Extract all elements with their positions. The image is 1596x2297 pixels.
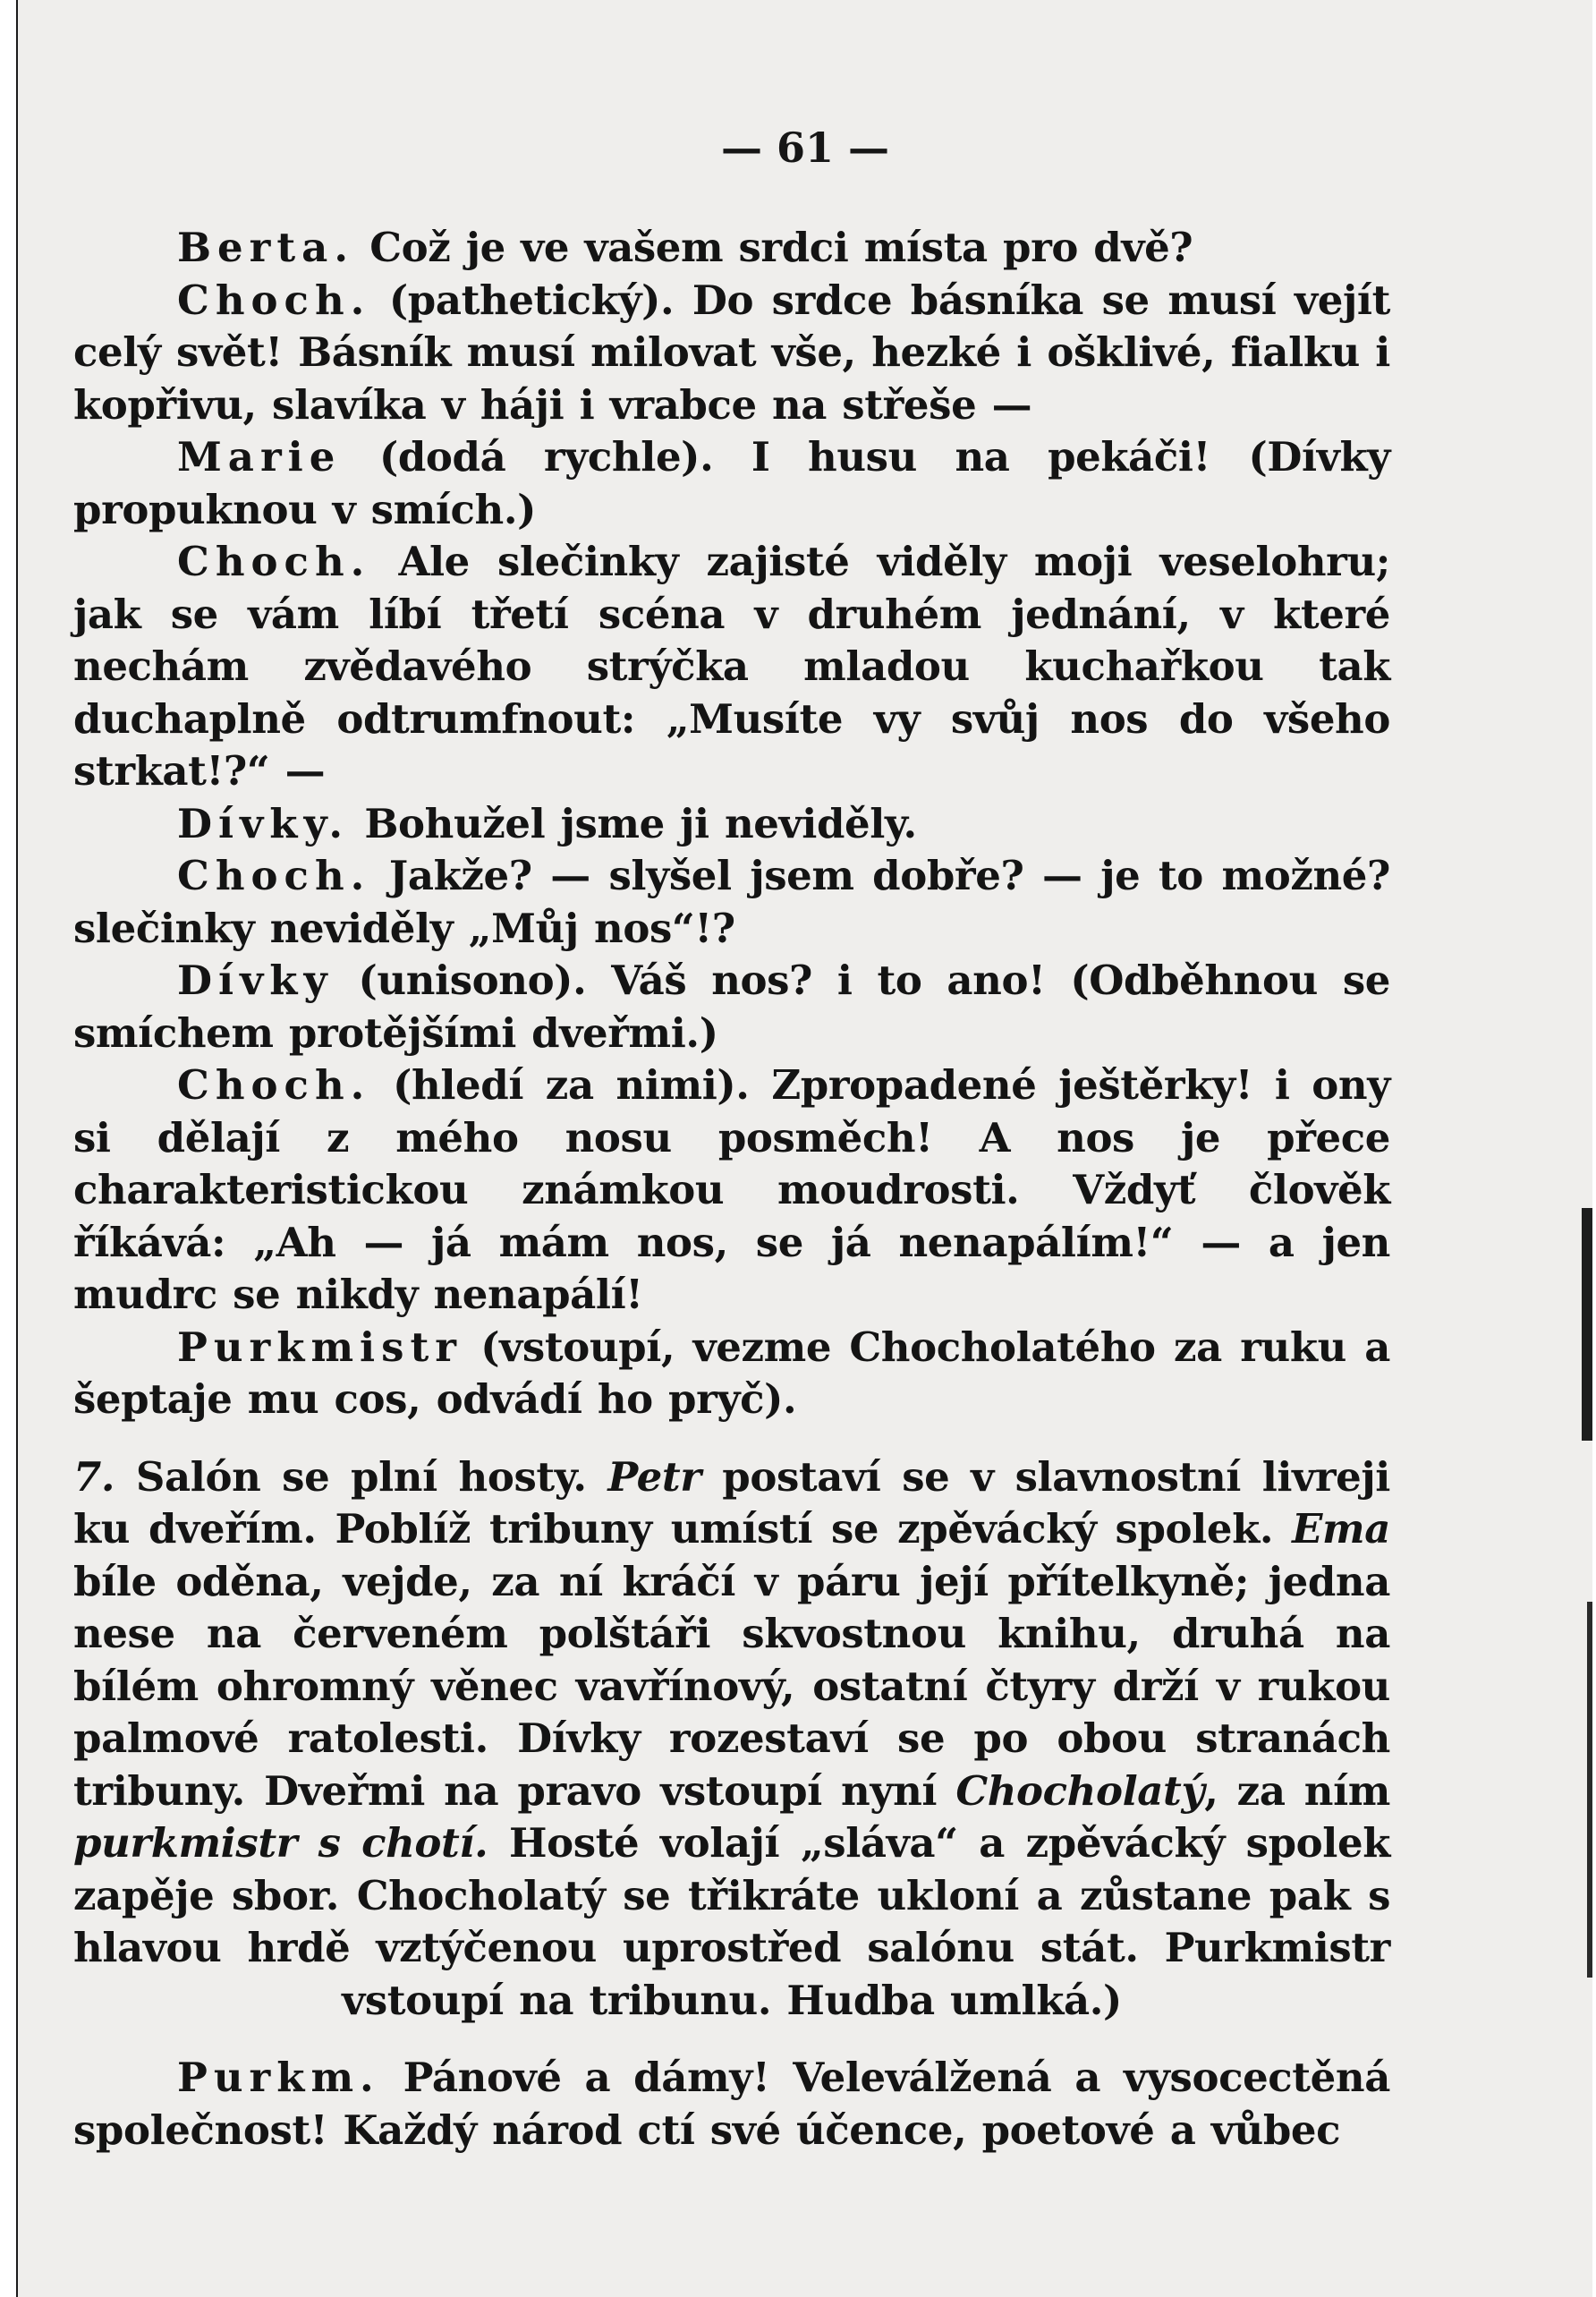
speaker-name: Choch. <box>177 1061 371 1109</box>
stage-direction-number: 7. <box>73 1452 115 1501</box>
speaker-name: Marie <box>177 433 342 481</box>
dialogue-text: (hledí za nimi). Zpropadené ještěrky! i ony si dělají z mého nosu posměch! A nos je přece charakteristickou známkou moudrosti. Vždyť člověk říkává: „Ah — já mám nos, se já nenapálím!“ — a jen mudrc se nikdy nenapálí! <box>73 1061 1390 1318</box>
stage-direction-text: bíle oděna, vejde, za ní kráčí v páru její přítelkyně; jedna nese na červeném polštáři skvostnou knihu, druhá na bílém ohromný věnec vavřínový, ostatní čtyry drží v rukou palmové ratolesti. Dívky rozestaví se po obou stranách tribuny. Dveřmi na pravo vstoupí nyní <box>73 1557 1390 1815</box>
speaker-name: Dívky. <box>177 799 350 847</box>
dialogue-paragraph-3 <box>73 431 1390 536</box>
page-number: — 61 — <box>720 123 890 172</box>
dialogue-text: Pánové a dámy! Veleválžená a vysocectěná společnost! Každý národ ctí své účence, poetové a vůbec <box>73 2054 1390 2154</box>
dialogue-paragraph-9 <box>73 1322 1390 1426</box>
dialogue-paragraph-6 <box>73 850 1390 955</box>
dialogue-text: Ale slečinky zajisté viděly moji veselohru; jak se vám líbí třetí scéna v druhém jednání, v které nechám zvědavého strýčka mladou kuchařkou tak duchaplně odtrumfnout: „Musíte vy svůj nos do všeho strkat!?“ — <box>73 538 1390 795</box>
dialogue-paragraph-final <box>73 2052 1390 2157</box>
dialogue-text: (unisono). Váš nos? i to ano! (Odběhnou se smíchem protějšími dveřmi.) <box>73 957 1390 1057</box>
stage-direction <box>73 1451 1390 2028</box>
dialogue-text: (pathetický). Do srdce básníka se musí vejít celý svět! Básník musí milovat vše, hezké i ošklivé, fialku i kopřivu, slavíka v háji i vrabce na střeše — <box>73 276 1390 429</box>
speaker-name: Choch. <box>177 538 371 585</box>
stage-direction-name: Chocholatý <box>955 1766 1205 1815</box>
speaker-name: Berta. <box>177 224 354 271</box>
speaker-name: Dívky <box>177 957 334 1004</box>
page-text <box>73 222 1390 2157</box>
dialogue-paragraph-7 <box>73 955 1390 1059</box>
dialogue-text: (dodá rychle). I husu na pekáči! (Dívky propuknou v smích.) <box>73 433 1390 533</box>
dialogue-paragraph-8 <box>73 1059 1390 1322</box>
dialogue-text: Což je ve vašem srdci místa pro dvě? <box>353 224 1193 271</box>
stage-direction-text: Salón se plní hosty. <box>115 1452 608 1501</box>
dialogue-text: Jakže? — slyšel jsem dobře? — je to možné? slečinky neviděly „Můj nos“!? <box>73 852 1390 952</box>
stage-direction-name: Ema <box>1292 1505 1390 1553</box>
dialogue-text: Bohužel jsme ji neviděly. <box>349 799 917 847</box>
speaker-name: Choch. <box>177 852 371 899</box>
dialogue-paragraph-4 <box>73 536 1390 798</box>
dialogue-paragraph-2 <box>73 275 1390 432</box>
stage-direction-text: postaví se v slavnostní livreji ku dveřím. Poblíž tribuny umístí se zpěvácký spolek. <box>73 1452 1390 1553</box>
speaker-name: Purkmistr <box>177 1323 463 1371</box>
page-edge-mark <box>1582 1208 1592 1441</box>
stage-direction-name: purkmistr s chotí. <box>73 1819 488 1867</box>
dialogue-text: (vstoupí, vezme Chocholatého za ruku a šeptaje mu cos, odvádí ho pryč). <box>73 1323 1390 1423</box>
speaker-name: Choch. <box>177 276 371 324</box>
book-page <box>16 0 1592 2297</box>
stage-direction-name: Petr <box>607 1452 701 1501</box>
dialogue-paragraph-1 <box>73 222 1390 275</box>
stage-direction-text: Hosté volají „sláva“ a zpěvácký spolek zapěje sbor. Chocholatý se třikráte ukloní a zůstane pak s hlavou hrdě vztýčenou uprostřed salónu stát. Purkmistr vstoupí na tribunu. Hudba umlká.) <box>73 1819 1390 2024</box>
speaker-name: Purkm. <box>177 2054 380 2101</box>
page-edge-mark <box>1587 1602 1592 1978</box>
dialogue-paragraph-5 <box>73 798 1390 851</box>
stage-direction-text: , za ním <box>1204 1766 1390 1815</box>
